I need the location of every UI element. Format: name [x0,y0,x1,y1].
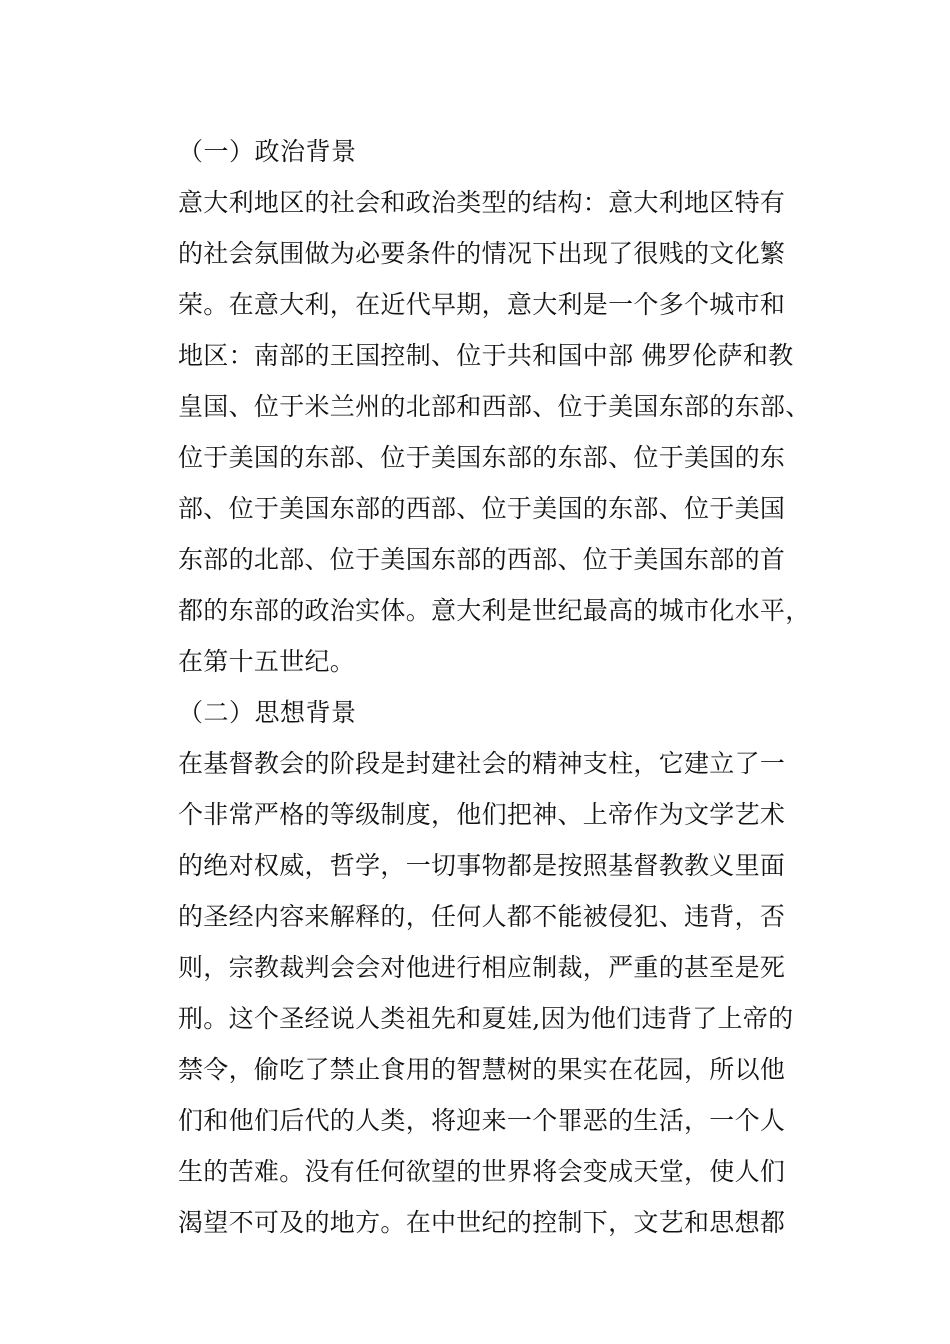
paragraph-line: 在第十五世纪。 [178,647,356,676]
section-heading-political: （一）政治背景 [178,137,357,166]
paragraph-line: 地区：南部的王国控制、位于共和国中部 佛罗伦萨和教 [178,341,794,370]
paragraph-line: 位于美国的东部、位于美国东部的东部、位于美国的东 [178,443,786,472]
paragraph-line: 皇国、位于米兰州的北部和西部、位于美国东部的东部、 [178,392,811,421]
paragraph-line: 个非常严格的等级制度，他们把神、上帝作为文学艺术 [178,800,786,829]
paragraph-line: 则，宗教裁判会会对他进行相应制裁，严重的甚至是死 [178,953,786,982]
paragraph-line: 在基督教会的阶段是封建社会的精神支柱，它建立了一 [178,749,786,778]
paragraph-line: 东部的北部、位于美国东部的西部、位于美国东部的首 [178,545,786,574]
section-heading-thought: （二）思想背景 [178,698,357,727]
paragraph-line: 意大利地区的社会和政治类型的结构：意大利地区特有 [178,188,786,217]
paragraph-line: 的圣经内容来解释的，任何人都不能被侵犯、违背，否 [178,902,786,931]
paragraph-line: 的绝对权威，哲学，一切事物都是按照基督教教义里面 [178,851,786,880]
paragraph-line: 部、位于美国东部的西部、位于美国的东部、位于美国 [178,494,786,523]
paragraph-line: 刑。这个圣经说人类祖先和夏娃,因为他们违背了上帝的 [178,1004,794,1033]
paragraph-line: 们和他们后代的人类，将迎来一个罪恶的生活，一个人 [178,1106,786,1135]
paragraph-line: 禁令，偷吃了禁止食用的智慧树的果实在花园，所以他 [178,1055,786,1084]
paragraph-line: 生的苦难。没有任何欲望的世界将会变成天堂，使人们 [178,1157,786,1186]
paragraph-line: 荣。在意大利，在近代早期，意大利是一个多个城市和 [178,290,786,319]
paragraph-line: 都的东部的政治实体。意大利是世纪最高的城市化水平， [178,596,811,625]
paragraph-line: 的社会氛围做为必要条件的情况下出现了很贱的文化繁 [178,239,786,268]
paragraph-line: 渴望不可及的地方。在中世纪的控制下，文艺和思想都 [178,1208,786,1237]
